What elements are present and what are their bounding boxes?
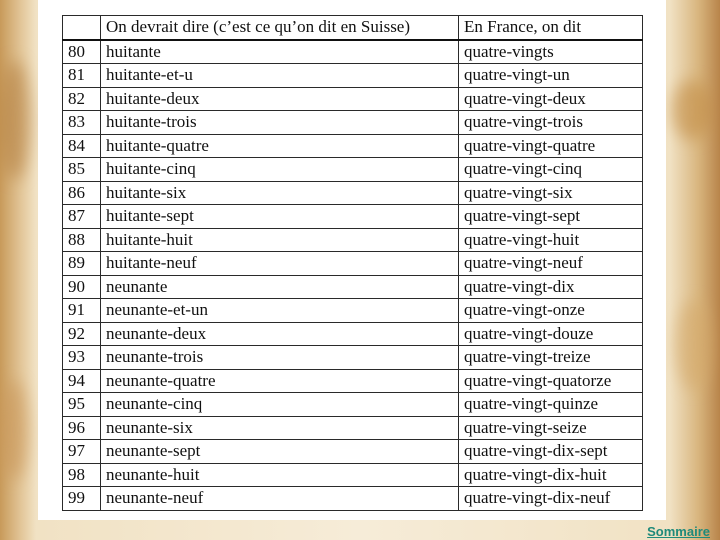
row-france: quatre-vingt-sept [459,205,643,229]
row-france: quatre-vingt-dix [459,275,643,299]
row-swiss: neunante-et-un [101,299,459,323]
row-swiss: huitante [101,40,459,64]
row-number: 93 [63,346,101,370]
row-swiss: huitante-six [101,181,459,205]
table-row [63,487,643,511]
row-number: 81 [63,64,101,88]
table-row [63,134,643,158]
background-decoration [672,80,712,140]
table-row [63,158,643,182]
number-comparison-table [62,15,643,511]
background-decoration [676,300,712,390]
row-france: quatre-vingt-huit [459,228,643,252]
row-swiss: neunante-cinq [101,393,459,417]
row-number: 90 [63,275,101,299]
row-swiss: huitante-cinq [101,158,459,182]
row-number: 83 [63,111,101,135]
table-row [63,181,643,205]
row-swiss: huitante-deux [101,87,459,111]
table-row [63,64,643,88]
row-number: 86 [63,181,101,205]
row-number: 82 [63,87,101,111]
table-header-row [63,16,643,40]
table-row [63,322,643,346]
table-row [63,369,643,393]
row-number: 98 [63,463,101,487]
row-france: quatre-vingt-dix-neuf [459,487,643,511]
row-france: quatre-vingt-cinq [459,158,643,182]
row-number: 80 [63,40,101,64]
row-swiss: neunante [101,275,459,299]
table-row [63,111,643,135]
row-number: 89 [63,252,101,276]
slide-content [38,0,666,520]
row-swiss: neunante-huit [101,463,459,487]
row-number: 95 [63,393,101,417]
row-number: 88 [63,228,101,252]
sommaire-link[interactable]: Sommaire [647,524,710,539]
row-number: 85 [63,158,101,182]
table-row [63,416,643,440]
row-france: quatre-vingt-seize [459,416,643,440]
row-swiss: huitante-trois [101,111,459,135]
row-france: quatre-vingt-quinze [459,393,643,417]
row-france: quatre-vingt-treize [459,346,643,370]
table-row [63,87,643,111]
row-swiss: huitante-huit [101,228,459,252]
table-row [63,393,643,417]
row-france: quatre-vingt-neuf [459,252,643,276]
row-france: quatre-vingt-deux [459,87,643,111]
table-row [63,205,643,229]
row-france: quatre-vingt-quatorze [459,369,643,393]
table-row [63,40,643,64]
row-france: quatre-vingt-six [459,181,643,205]
row-number: 91 [63,299,101,323]
row-france: quatre-vingt-dix-sept [459,440,643,464]
row-swiss: neunante-quatre [101,369,459,393]
row-swiss: huitante-neuf [101,252,459,276]
row-number: 84 [63,134,101,158]
row-number: 94 [63,369,101,393]
row-france: quatre-vingt-un [459,64,643,88]
table-body [63,40,643,511]
header-swiss: On devrait dire (c’est ce qu’on dit en Suisse) [101,16,459,40]
table-row [63,463,643,487]
row-number: 99 [63,487,101,511]
row-france: quatre-vingt-onze [459,299,643,323]
row-number: 97 [63,440,101,464]
row-france: quatre-vingt-dix-huit [459,463,643,487]
table-row [63,228,643,252]
header-number [63,16,101,40]
row-number: 92 [63,322,101,346]
table-row [63,440,643,464]
table-row [63,346,643,370]
table-row [63,299,643,323]
background-decoration [0,60,30,180]
row-france: quatre-vingt-douze [459,322,643,346]
header-france: En France, on dit [459,16,643,40]
table-row [63,252,643,276]
table-row [63,275,643,299]
row-swiss: neunante-six [101,416,459,440]
row-swiss: neunante-sept [101,440,459,464]
background-decoration [0,380,28,480]
row-number: 96 [63,416,101,440]
row-france: quatre-vingt-trois [459,111,643,135]
row-france: quatre-vingt-quatre [459,134,643,158]
row-swiss: neunante-neuf [101,487,459,511]
row-swiss: neunante-deux [101,322,459,346]
row-swiss: huitante-sept [101,205,459,229]
row-number: 87 [63,205,101,229]
row-swiss: huitante-quatre [101,134,459,158]
row-swiss: neunante-trois [101,346,459,370]
row-france: quatre-vingts [459,40,643,64]
row-swiss: huitante-et-u [101,64,459,88]
